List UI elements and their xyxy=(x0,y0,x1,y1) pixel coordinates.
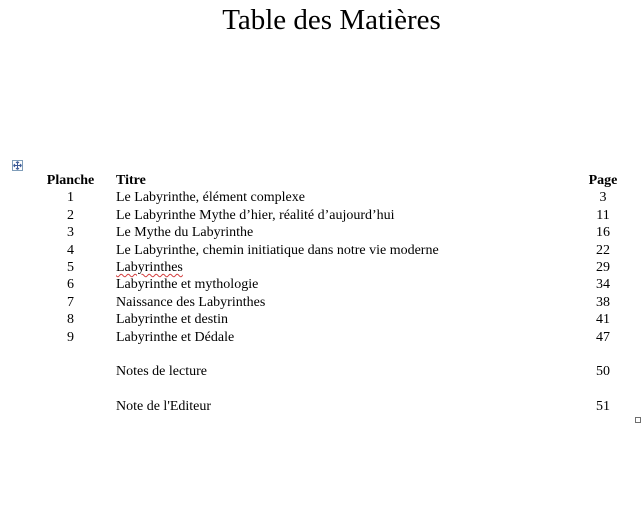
entry-planche-empty xyxy=(41,363,100,380)
document-title: Table des Matières xyxy=(222,4,441,36)
entry-page: 34 xyxy=(596,277,610,293)
table-row xyxy=(41,189,642,206)
entry-titre: Naissance des Labyrinthes xyxy=(116,294,266,310)
entry-planche: 5 xyxy=(67,260,74,276)
entry-titre: Le Labyrinthe Mythe d’hier, réalité d’aujourd’hui xyxy=(116,207,395,223)
header-titre: Titre xyxy=(116,173,146,188)
entry-planche: 2 xyxy=(67,207,74,223)
table-row xyxy=(41,329,642,346)
table-row xyxy=(41,363,642,380)
toc-table xyxy=(41,172,642,416)
table-row xyxy=(41,294,642,311)
table-row xyxy=(41,259,642,276)
spacer-row xyxy=(41,346,642,363)
table-row xyxy=(41,224,642,241)
entry-titre: Note de l'Editeur xyxy=(116,399,212,415)
entry-planche: 7 xyxy=(67,294,74,310)
header-page: Page xyxy=(588,173,618,188)
entry-titre: Labyrinthe et Dédale xyxy=(116,329,235,345)
entry-planche: 6 xyxy=(67,277,74,293)
entry-titre: Le Labyrinthe, chemin initiatique dans notre vie moderne xyxy=(116,242,439,258)
entry-titre: Labyrinthe et destin xyxy=(116,312,228,328)
table-move-handle[interactable] xyxy=(12,160,23,171)
entry-page: 47 xyxy=(596,329,610,345)
table-row xyxy=(41,242,642,259)
table-row xyxy=(41,398,642,415)
entry-titre: Notes de lecture xyxy=(116,364,207,380)
table-resize-handle[interactable] xyxy=(635,417,641,423)
table-row xyxy=(41,311,642,328)
entry-page: 29 xyxy=(596,260,610,276)
entry-titre: Le Labyrinthe, élément complexe xyxy=(116,190,305,206)
entry-page: 51 xyxy=(596,399,610,415)
table-row xyxy=(41,276,642,293)
entry-page: 3 xyxy=(599,190,607,206)
header-planche: Planche xyxy=(46,173,95,188)
entry-page: 22 xyxy=(596,242,610,258)
entry-planche-empty xyxy=(41,398,100,415)
spellcheck-word[interactable]: Labyrinthes xyxy=(116,260,183,276)
move-arrows-icon xyxy=(13,161,22,170)
entry-titre xyxy=(100,259,564,276)
table-row xyxy=(41,207,642,224)
spacer-row xyxy=(41,381,642,398)
entry-page: 38 xyxy=(596,294,610,310)
entry-page: 41 xyxy=(596,312,610,328)
entry-planche: 8 xyxy=(67,312,74,328)
entry-planche: 3 xyxy=(67,225,74,241)
entry-page: 16 xyxy=(596,225,610,241)
entry-titre: Le Mythe du Labyrinthe xyxy=(116,225,254,241)
entry-page: 11 xyxy=(596,207,610,223)
entry-planche: 1 xyxy=(67,190,74,206)
entry-page: 50 xyxy=(596,364,610,380)
toc-header-row xyxy=(41,172,642,189)
entry-titre: Labyrinthe et mythologie xyxy=(116,277,259,293)
entry-planche: 4 xyxy=(67,242,74,258)
entry-planche: 9 xyxy=(67,329,74,345)
